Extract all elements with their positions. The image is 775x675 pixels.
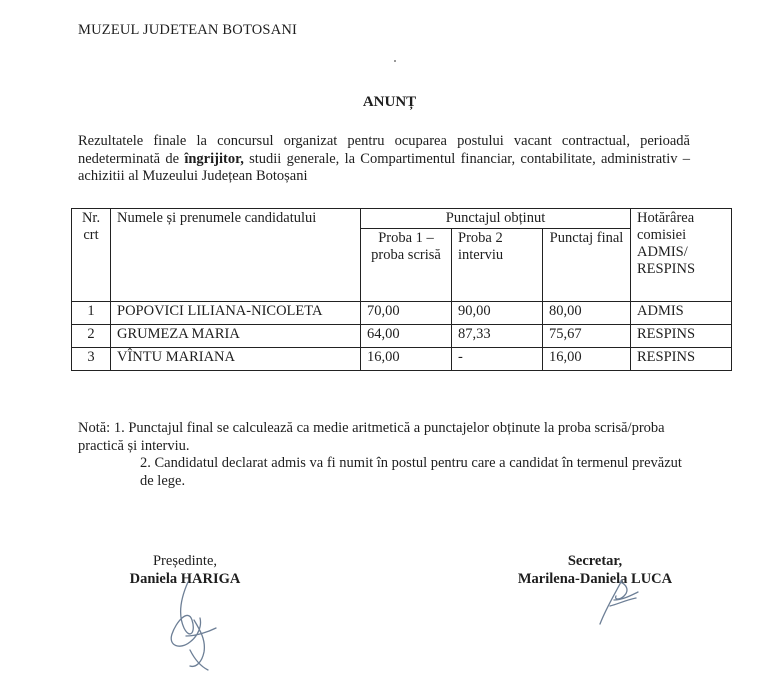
- note-1: Notă: 1. Punctajul final se calculează ca medie aritmetică a punctajelor obținute la proba scrisă/proba practică și interviu.: [78, 420, 665, 454]
- cell-nr: 3: [72, 348, 111, 371]
- scan-speck: [394, 60, 396, 62]
- cell-name: POPOVICI LILIANA-NICOLETA: [111, 302, 361, 325]
- president-handwritten-signature: [150, 570, 240, 675]
- header-name: Numele și prenumele candidatului: [111, 209, 361, 302]
- cell-final: 16,00: [543, 348, 631, 371]
- cell-proba1: 64,00: [361, 325, 452, 348]
- cell-nr: 1: [72, 302, 111, 325]
- header-proba2: Proba 2 interviu: [452, 229, 543, 302]
- header-decision: Hotărârea comisiei ADMIS/ RESPINS: [631, 209, 732, 302]
- institution-header: MUZEUL JUDETEAN BOTOSANI: [78, 22, 298, 38]
- secretary-role: Secretar,: [567, 553, 623, 569]
- table-row: [72, 325, 732, 348]
- header-score-group: Punctajul obținut: [361, 209, 631, 229]
- table-row: [72, 302, 732, 325]
- president-name: Daniela HARIGA: [129, 571, 241, 587]
- results-table: [71, 208, 732, 371]
- cell-proba1: 16,00: [361, 348, 452, 371]
- cell-proba1: 70,00: [361, 302, 452, 325]
- table-row: [72, 348, 732, 371]
- cell-proba2: 90,00: [452, 302, 543, 325]
- secretary-name: Marilena-Daniela LUCA: [517, 571, 673, 587]
- header-proba1: Proba 1 – proba scrisă: [361, 229, 452, 302]
- cell-name: GRUMEZA MARIA: [111, 325, 361, 348]
- cell-decision: RESPINS: [631, 348, 732, 371]
- page-title: ANUNȚ: [362, 94, 417, 110]
- intro-text-1: Rezultatele finale la concursul organizat pentru ocuparea postului vacant contractual, perioadă nedeterminată de: [78, 133, 690, 167]
- cell-decision: ADMIS: [631, 302, 732, 325]
- cell-name: VÎNTU MARIANA: [111, 348, 361, 371]
- cell-decision: RESPINS: [631, 325, 732, 348]
- notes-block: [78, 420, 698, 490]
- secretary-handwritten-signature: [592, 574, 652, 630]
- cell-proba2: 87,33: [452, 325, 543, 348]
- note-2: 2. Candidatul declarat admis va fi numit în postul pentru care a candidat în termenul prevăzut de lege.: [140, 455, 682, 489]
- cell-final: 75,67: [543, 325, 631, 348]
- president-role: Președinte,: [152, 553, 218, 569]
- header-final: Punctaj final: [543, 229, 631, 302]
- cell-nr: 2: [72, 325, 111, 348]
- header-nr: Nr. crt: [72, 209, 111, 302]
- intro-position: îngrijitor,: [184, 150, 244, 167]
- note-2-first: [78, 455, 698, 490]
- intro-paragraph: [78, 133, 690, 186]
- intro-text-2: studii generale, la Compartimentul financiar, contabilitate, administrativ – achizitii al Muzeului Județean Botoșani: [78, 150, 690, 184]
- cell-proba2: -: [452, 348, 543, 371]
- cell-final: 80,00: [543, 302, 631, 325]
